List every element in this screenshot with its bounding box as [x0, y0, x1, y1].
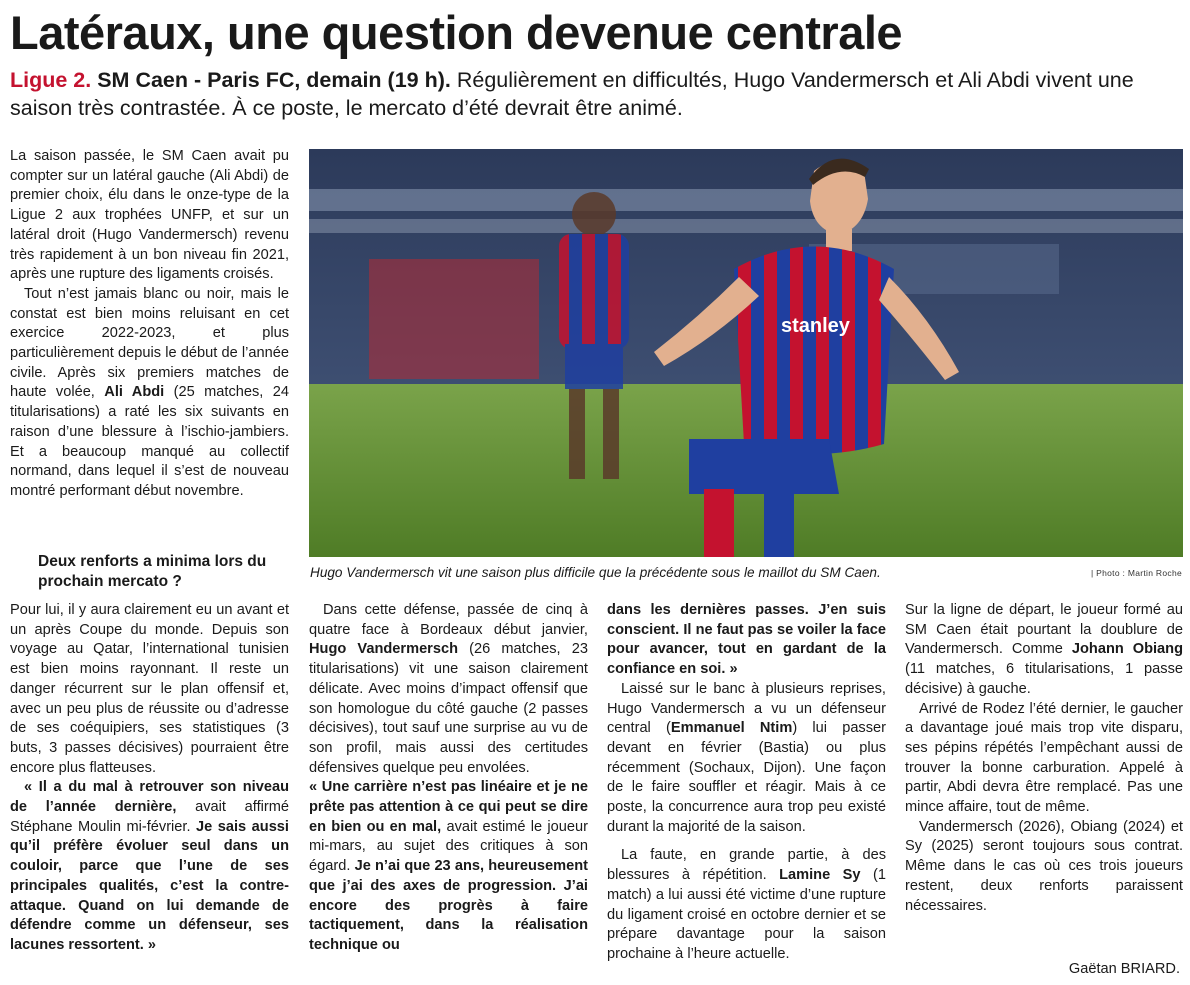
lede-text: Régulièrement en difficultés, Hugo Vandermersch et Ali Abdi vivent une saison très contrastée. À ce poste, le mercato d’été devrait être animé.	[10, 68, 1134, 120]
paragraph: La saison passée, le SM Caen avait pu compter sur un latéral gauche (Ali Abdi) de premier choix, élu dans le onze-type de la Ligue 2 aux trophées UNFP, et sur un latéral droit (Hugo Vandermersch) revenu très rapidement à un bon niveau fin 2021, après une rupture des ligaments croisés.	[10, 148, 289, 283]
paragraph: Sur la ligne de départ, le joueur formé au SM Caen était pourtant la doublure de Vandermersch. Comme Johann Obiang (11 matches, 6 titularisations, 1 passe décisive) à gauche.	[905, 602, 1184, 697]
lede-kicker: Ligue 2.	[10, 68, 92, 92]
photo-credit: | Photo : Martin Roche	[1090, 568, 1182, 578]
headline: Latéraux, une question devenue centrale	[10, 6, 903, 59]
paragraph: « Une carrière n’est pas linéaire et je ne prête pas attention à ce qui peut se dire en bien ou en mal, avait estimé le joueur mi-mars, au sujet des critiques à son égard. Je n’ai que 23 ans, heureusement que j’ai des axes de progression. J’ai encore des progrès à faire tactiquement, dans la réalisation technique ou	[309, 779, 588, 953]
paragraph: Pour lui, il y aura clairement eu un avant et un après Coupe du monde. Depuis son voyage au Qatar, l’international tunisien est bien moins rayonnant. Il reste un danger récurrent sur le plan offensif et, avec un peu plus de réussite ou d’adresse de ses coéquipiers, ses statistiques (3 buts, 3 passes décisives) pourraient être encore plus flatteuses.	[10, 602, 289, 776]
author-signature: Gaëtan BRIARD.	[1068, 961, 1180, 977]
column-4	[905, 601, 1183, 916]
column-2	[309, 601, 588, 956]
player-name: Hugo Vandermersch	[309, 641, 459, 658]
player-photo	[309, 149, 1183, 557]
player-name: Johann Obiang	[1071, 641, 1184, 658]
photo-caption: Hugo Vandermersch vit une saison plus difficile que la précédente sous le maillot du SM Caen.	[310, 565, 881, 580]
column-1-bottom	[10, 601, 289, 956]
player-name: Lamine Sy	[779, 867, 861, 884]
column-3	[607, 601, 886, 965]
subhead: Deux renforts a minima lors du prochain mercato ?	[38, 553, 267, 590]
paragraph: Dans cette défense, passée de cinq à quatre face à Bordeaux début janvier, Hugo Vandermersch (26 matches, 23 titularisations) vit une saison clairement délicate. Avec moins d’impact offensif que son homologue du côté gauche (2 passes décisives), tout sauf une surprise au vu de son profil, mais aussi des certitudes défensives quelque peu envolées.	[309, 602, 588, 776]
player-name: Ali Abdi	[104, 384, 165, 401]
shirt-sponsor: stanley	[781, 315, 850, 337]
paragraph: « Il a du mal à retrouver son niveau de l’année dernière, avait affirmé Stéphane Moulin mi-février. Je sais aussi qu’il préfère évoluer seul dans un couloir, parce que l’une de ses principales qualités, c’est la contre-attaque. Quand on lui demande de défendre comme un défenseur, ses lacunes ressortent. »	[10, 779, 290, 953]
paragraph: Laissé sur le banc à plusieurs reprises, Hugo Vandermersch a vu un défenseur central (Emmanuel Ntim) lui passer devant en février (Bastia) ou plus récemment (Sochaux, Dijon). Une façon de le faire souffler et réagir. Mais à ce poste, la concurrence aura trop peu existé durant la majorité de la saison.	[607, 680, 887, 835]
paragraph: Vandermersch (2026), Obiang (2024) et Sy (2025) seront toujours sous contrat. Même dans le cas où ces trois joueurs restent, deux renforts paraissent nécessaires.	[905, 818, 1183, 914]
lede-match: SM Caen - Paris FC, demain (19 h).	[97, 68, 451, 92]
lede	[10, 66, 1180, 122]
photo	[309, 149, 1183, 557]
paragraph: dans les dernières passes. J’en suis conscient. Il ne faut pas se voiler la face pour avancer, tout en gardant de la confiance en soi. »	[607, 602, 886, 678]
player-name: Emmanuel Ntim	[670, 720, 793, 737]
paragraph: Tout n’est jamais blanc ou noir, mais le constat est bien moins reluisant en cet exercice 2022-2023, et plus particulièrement depuis le début de l’année civile. Après six premiers matches de haute volée, Ali Abdi (25 matches, 24 titularisations) a raté les six suivants en raison d’une blessure à l’ischio-jambiers. Et a beaucoup manqué au collectif normand, dans lequel il s’est de nouveau montré performant début novembre.	[10, 285, 289, 499]
paragraph: La faute, en grande partie, à des blessures à répétition. Lamine Sy (1 match) a lui aussi été victime d’une rupture du ligament croisé en octobre dernier et se prépare davantage pour la saison prochaine à l’heure actuelle.	[607, 847, 886, 962]
column-1-top	[10, 147, 289, 502]
paragraph: Arrivé de Rodez l’été dernier, le gaucher a davantage joué mais trop vite disparu, ses pépins répétés l’empêchant aussi de trouver la bonne carburation. Appelé à partir, Abdi devra être remplacé. Pas une mince affaire, tout de même.	[905, 700, 1183, 816]
